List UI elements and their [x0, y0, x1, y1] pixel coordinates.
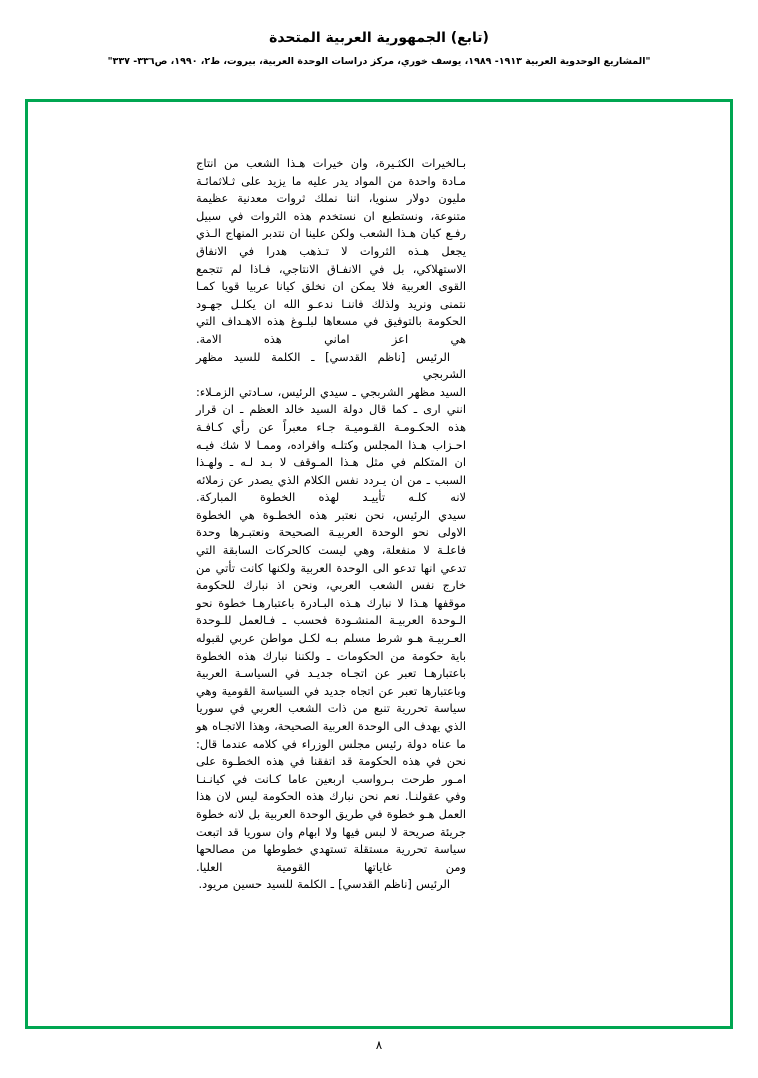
page-title: (تابع) الجمهورية العربية المتحدة	[269, 30, 489, 46]
paragraph: الرئيس [ناظم القدسي] ـ الكلمة للسيد مظهر الشربجي	[196, 349, 466, 382]
body-text	[0, 155, 758, 894]
paragraph: سيدي الرئيس، نحن نعتبر هذه الخطـوة هي الخطوة الاولى نحو الوحدة العربيـة الصحيحة ونعتبـرها وحدة فاعلـة لا منفعلة، وهي ليست كالحركات السابقة التي تدعي انها تدعو الى الوحدة العربية ولكنها كانت تأتي من خارج نفس الشعب العربي، ونحن اذ نبارك للحكومة موقفها هـذا لا نبارك هـذه البـادرة باعتبارهـا خطوة نحو الـوحدة العربيـة المنشـودة فحسب ـ فـالعمل للـوحدة العـربيـة هـو شرط مسلم بـه لكـل مواطن عربي لقبوله باية حكومة من الحكومات ـ ولكننا نبارك هذه الخطوة باعتبارهـا تعبر عن اتجـاه جديـد في السياسـة العربية وباعتبارها تعبر عن اتجاه جديد في السياسة القومية وهي سياسة تحررية تنبع من ذات الشعب العربي في سوريا الذي يهدف الى الوحدة العربية الصحيحة، وهذا الاتجـاه هو ما عناه دولة رئيس مجلس الوزراء في كلامه عندما قال: نحن في هذه الحكومة قد اتفقنا في هذه الخطـوة على امـور طرحت بـرواسب اربعين عاما كـانت في كيانـنـا وفي عقولنـا. نعم نحن نبارك هذه الحكومة ليس لان هذا العمل هـو خطوة في طريق الوحدة العربية بل لانه خطوة جريئة صريحة لا لبس فيها ولا ابهام وان سوريا قد اتبعت سياسة تحررية مستقلة تستهدي خطوطها من مصالحها ومن غاياتها القومية العليا.	[196, 507, 466, 874]
paragraph: الرئيس [ناظم القدسي] ـ الكلمة للسيد حسين مريود.	[198, 877, 450, 892]
source-citation: "المشاريع الوحدوية العربية ١٩١٣- ١٩٨٩، يوسف خوري، مركز دراسات الوحدة العربية، بيروت، ط٢، ١٩٩٠، ص٣٣٦- ٣٣٧"	[107, 56, 651, 67]
page-header	[0, 0, 758, 67]
paragraph: السيد مظهر الشربجي ـ سيدي الرئيس، سـادتي الزمـلاء: انني ارى ـ كما قال دولة السيد خالد العظم ـ ان قرار هذه الحكـومـة القـوميـة جـاء معبراً عن رأي كـافـة احـزاب هـذا المجلس وكتلـه وافراده، وممـا لا شك فيـه ان المتكلم في مثل هـذا المـوقف لا بـد لـه ـ ولهـذا السبب ـ من ان يـردد نفس الكلام الذي يصدر عن زملائه لانه كلـه تأييـد لهذه الخطوة المباركة.	[196, 384, 466, 505]
page-number: ٨	[375, 1038, 383, 1052]
paragraph: بـالخيرات الكثـيرة، وان خيرات هـذا الشعب من انتاج مـادة واحدة من المواد يدر عليه ما يزيد على ثـلاثمائـة مليون دولار سنويا، اننا نملك ثروات معدنية عظيمة متنوعة، ونستطيع ان نستخدم هذه الثروات في سبيل رفـع كيان هـذا الشعب ولكن علينا ان نتدبر المنهاج الـذي يجعل هـذه الثروات لا تـذهب هدرا في الانفاق الاستهلاكي، بل في الانفـاق الانتاجي، فـاذا لم تتجمع القوى العربية فلا يمكن ان نخلق كيانا عربيا قويا كمـا نتمنى ونريد ولذلك فاننـا ندعـو الله ان يكلـل جهـود الحكومة بالتوفيق في مسعاها لبلـوغ هذه الاهـداف التي هي اعز اماني هذه الامة.	[196, 156, 466, 346]
